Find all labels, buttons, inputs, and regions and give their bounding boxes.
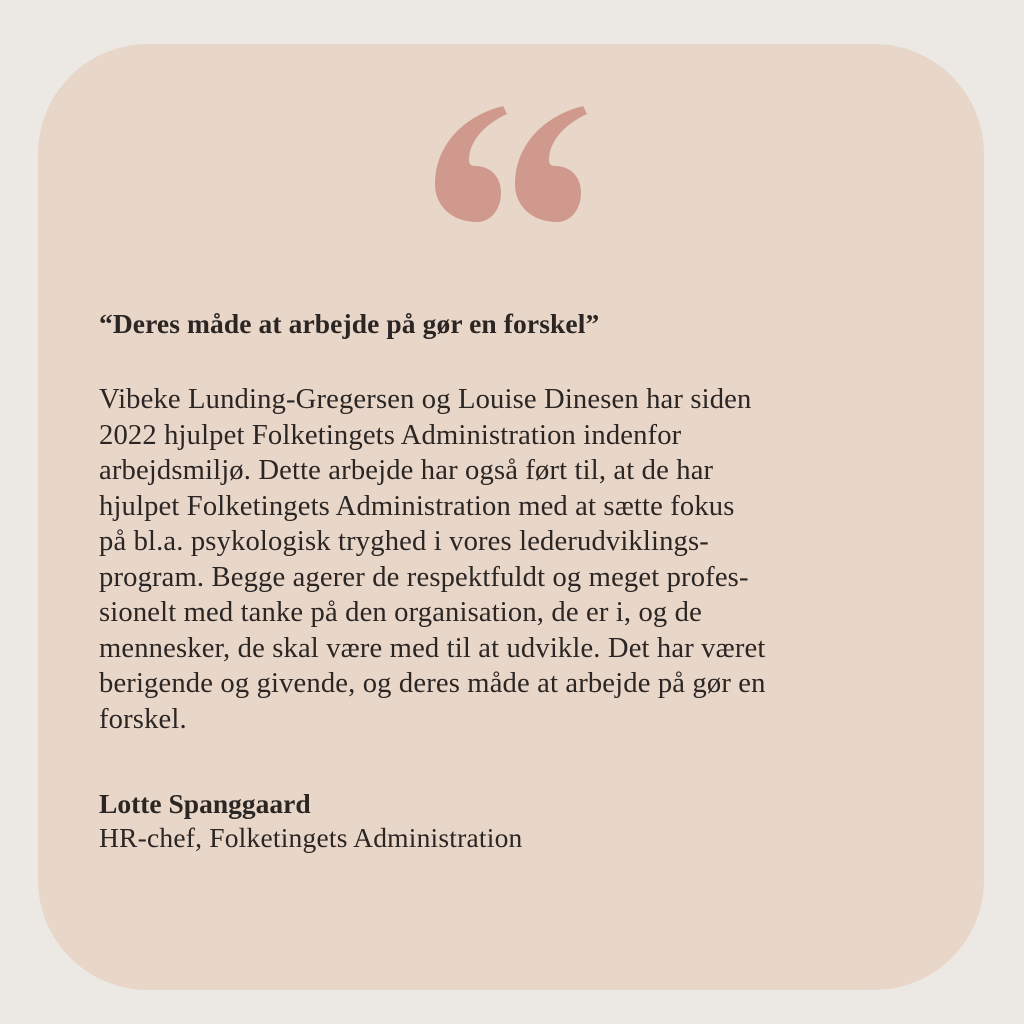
body-line: 2022 hjulpet Folketingets Administration indenfor bbox=[99, 419, 682, 451]
body-line: forskel. bbox=[99, 703, 187, 735]
body-line: arbejdsmiljø. Dette arbejde har også ført til, at de har bbox=[99, 455, 714, 486]
author-name: Lotte Spanggaard bbox=[99, 788, 311, 819]
body-line: program. Begge agerer de respektfuldt og meget profes- bbox=[99, 561, 749, 593]
testimonial-headline: “Deres måde at arbejde på gør en forskel” bbox=[99, 308, 600, 339]
body-line: sionelt med tanke på den organisation, de er i, og de bbox=[99, 597, 702, 628]
testimonial-content bbox=[99, 306, 939, 855]
body-line: Vibeke Lunding-Gregersen og Louise Dinesen har siden bbox=[99, 384, 752, 415]
body-line: mennesker, de skal være med til at udvikle. Det har været bbox=[99, 632, 766, 664]
author-role: HR-chef, Folketingets Administration bbox=[99, 822, 523, 853]
opening-double-quote-icon bbox=[435, 104, 587, 224]
quote-mark-container bbox=[38, 104, 984, 224]
body-line: berigende og givende, og deres måde at arbejde på gør en bbox=[99, 668, 766, 699]
body-line: på bl.a. psykologisk tryghed i vores lederudviklings- bbox=[99, 526, 709, 557]
testimonial-body bbox=[99, 382, 939, 737]
body-line: hjulpet Folketingets Administration med at sætte fokus bbox=[99, 490, 735, 522]
testimonial-card bbox=[38, 44, 984, 990]
